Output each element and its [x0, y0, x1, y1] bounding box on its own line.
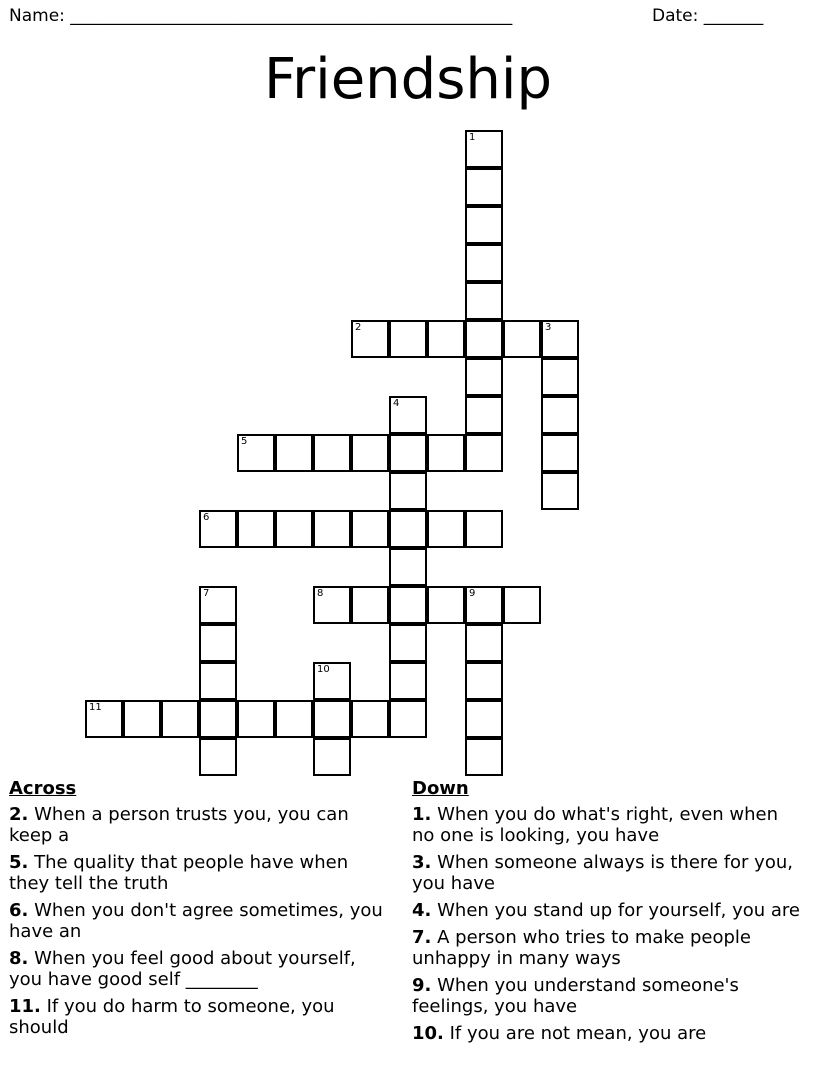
clue-number: 3.	[412, 852, 432, 873]
grid-cell[interactable]	[427, 586, 465, 624]
grid-cell[interactable]	[465, 624, 503, 662]
grid-cell[interactable]	[313, 738, 351, 776]
clue-number-label: 8	[317, 588, 324, 599]
grid-cell[interactable]	[237, 434, 275, 472]
clue-number-label: 11	[89, 702, 102, 713]
grid-cell[interactable]	[275, 510, 313, 548]
grid-cell[interactable]	[237, 700, 275, 738]
down-clue	[412, 852, 802, 894]
down-clue	[412, 804, 802, 846]
grid-cell[interactable]	[313, 434, 351, 472]
grid-cell[interactable]	[389, 624, 427, 662]
grid-cell[interactable]	[199, 738, 237, 776]
grid-cell[interactable]	[351, 434, 389, 472]
grid-cell[interactable]	[389, 434, 427, 472]
down-clues	[412, 778, 802, 1050]
grid-cell[interactable]	[123, 700, 161, 738]
page-title: Friendship	[264, 47, 552, 112]
grid-cell[interactable]	[199, 586, 237, 624]
grid-cell[interactable]	[237, 510, 275, 548]
clue-number-label: 1	[469, 132, 476, 143]
clue-number-label: 3	[545, 322, 552, 333]
grid-cell[interactable]	[389, 396, 427, 434]
grid-cell[interactable]	[465, 130, 503, 168]
grid-cell[interactable]	[465, 168, 503, 206]
grid-cell[interactable]	[275, 434, 313, 472]
down-clue	[412, 900, 802, 921]
grid-cell[interactable]	[351, 586, 389, 624]
grid-cell[interactable]	[465, 662, 503, 700]
grid-cell[interactable]	[389, 586, 427, 624]
grid-cell[interactable]	[389, 320, 427, 358]
grid-cell[interactable]	[427, 320, 465, 358]
clue-number: 4.	[412, 900, 432, 921]
grid-cell[interactable]	[465, 396, 503, 434]
clue-number-label: 6	[203, 512, 210, 523]
clue-number-label: 4	[393, 398, 400, 409]
across-clue	[9, 996, 389, 1038]
across-clue	[9, 804, 389, 846]
grid-cell[interactable]	[313, 700, 351, 738]
grid-cell[interactable]	[541, 472, 579, 510]
grid-cell[interactable]	[389, 510, 427, 548]
across-clue	[9, 948, 389, 990]
clue-number-label: 10	[317, 664, 330, 675]
clue-number: 5.	[9, 852, 29, 873]
clue-number: 2.	[9, 804, 29, 825]
grid-cell[interactable]	[465, 320, 503, 358]
grid-cell[interactable]	[389, 700, 427, 738]
clue-text: The quality that people have when they tell the truth	[9, 852, 349, 894]
clue-text: When a person trusts you, you can keep a	[9, 804, 349, 846]
clue-number: 10.	[412, 1023, 444, 1044]
grid-cell[interactable]	[541, 358, 579, 396]
date-field[interactable]: Date: _______	[652, 6, 764, 26]
clue-number: 11.	[9, 996, 41, 1017]
grid-cell[interactable]	[465, 510, 503, 548]
grid-cell[interactable]	[465, 700, 503, 738]
down-clue	[412, 1023, 802, 1044]
grid-cell[interactable]	[313, 586, 351, 624]
clue-number-label: 9	[469, 588, 476, 599]
grid-cell[interactable]	[465, 244, 503, 282]
grid-cell[interactable]	[389, 662, 427, 700]
clue-text: When you feel good about yourself, you have good self ________	[9, 948, 356, 990]
down-heading: Down	[412, 778, 469, 799]
clue-number-label: 2	[355, 322, 362, 333]
grid-cell[interactable]	[199, 662, 237, 700]
grid-cell[interactable]	[313, 510, 351, 548]
grid-cell[interactable]	[465, 738, 503, 776]
grid-cell[interactable]	[465, 282, 503, 320]
down-clue	[412, 927, 802, 969]
grid-cell[interactable]	[541, 320, 579, 358]
grid-cell[interactable]	[427, 434, 465, 472]
clue-number: 9.	[412, 975, 432, 996]
grid-cell[interactable]	[465, 586, 503, 624]
grid-cell[interactable]	[351, 320, 389, 358]
clue-text: When you don't agree sometimes, you have an	[9, 900, 383, 942]
across-clue	[9, 900, 389, 942]
grid-cell[interactable]	[199, 624, 237, 662]
name-field[interactable]: Name: ____________________________________________________	[9, 6, 513, 26]
clue-number-label: 5	[241, 436, 248, 447]
grid-cell[interactable]	[541, 396, 579, 434]
grid-cell[interactable]	[541, 434, 579, 472]
grid-cell[interactable]	[275, 700, 313, 738]
clue-number: 1.	[412, 804, 432, 825]
grid-cell[interactable]	[313, 662, 351, 700]
grid-cell[interactable]	[351, 700, 389, 738]
clue-text: When you understand someone's feelings, you have	[412, 975, 739, 1017]
grid-cell[interactable]	[351, 510, 389, 548]
clue-text: When you do what's right, even when no one is looking, you have	[412, 804, 779, 846]
clue-text: When you stand up for yourself, you are	[437, 900, 800, 921]
grid-cell[interactable]	[465, 434, 503, 472]
grid-cell[interactable]	[199, 700, 237, 738]
clue-text: If you are not mean, you are	[449, 1023, 707, 1044]
down-clue	[412, 975, 802, 1017]
grid-cell[interactable]	[161, 700, 199, 738]
grid-cell[interactable]	[389, 472, 427, 510]
grid-cell[interactable]	[85, 700, 123, 738]
grid-cell[interactable]	[503, 586, 541, 624]
grid-cell[interactable]	[199, 510, 237, 548]
grid-cell[interactable]	[427, 510, 465, 548]
grid-cell[interactable]	[465, 206, 503, 244]
clue-number: 8.	[9, 948, 29, 969]
clue-text: When someone always is there for you, you have	[412, 852, 793, 894]
across-clue	[9, 852, 389, 894]
across-clues	[9, 778, 389, 1044]
clue-number: 6.	[9, 900, 29, 921]
grid-cell[interactable]	[503, 320, 541, 358]
clue-text: If you do harm to someone, you should	[9, 996, 335, 1038]
grid-cell[interactable]	[389, 548, 427, 586]
across-heading: Across	[9, 778, 77, 799]
clue-number-label: 7	[203, 588, 210, 599]
clue-number: 7.	[412, 927, 432, 948]
clue-text: A person who tries to make people unhappy in many ways	[412, 927, 752, 969]
grid-cell[interactable]	[465, 358, 503, 396]
